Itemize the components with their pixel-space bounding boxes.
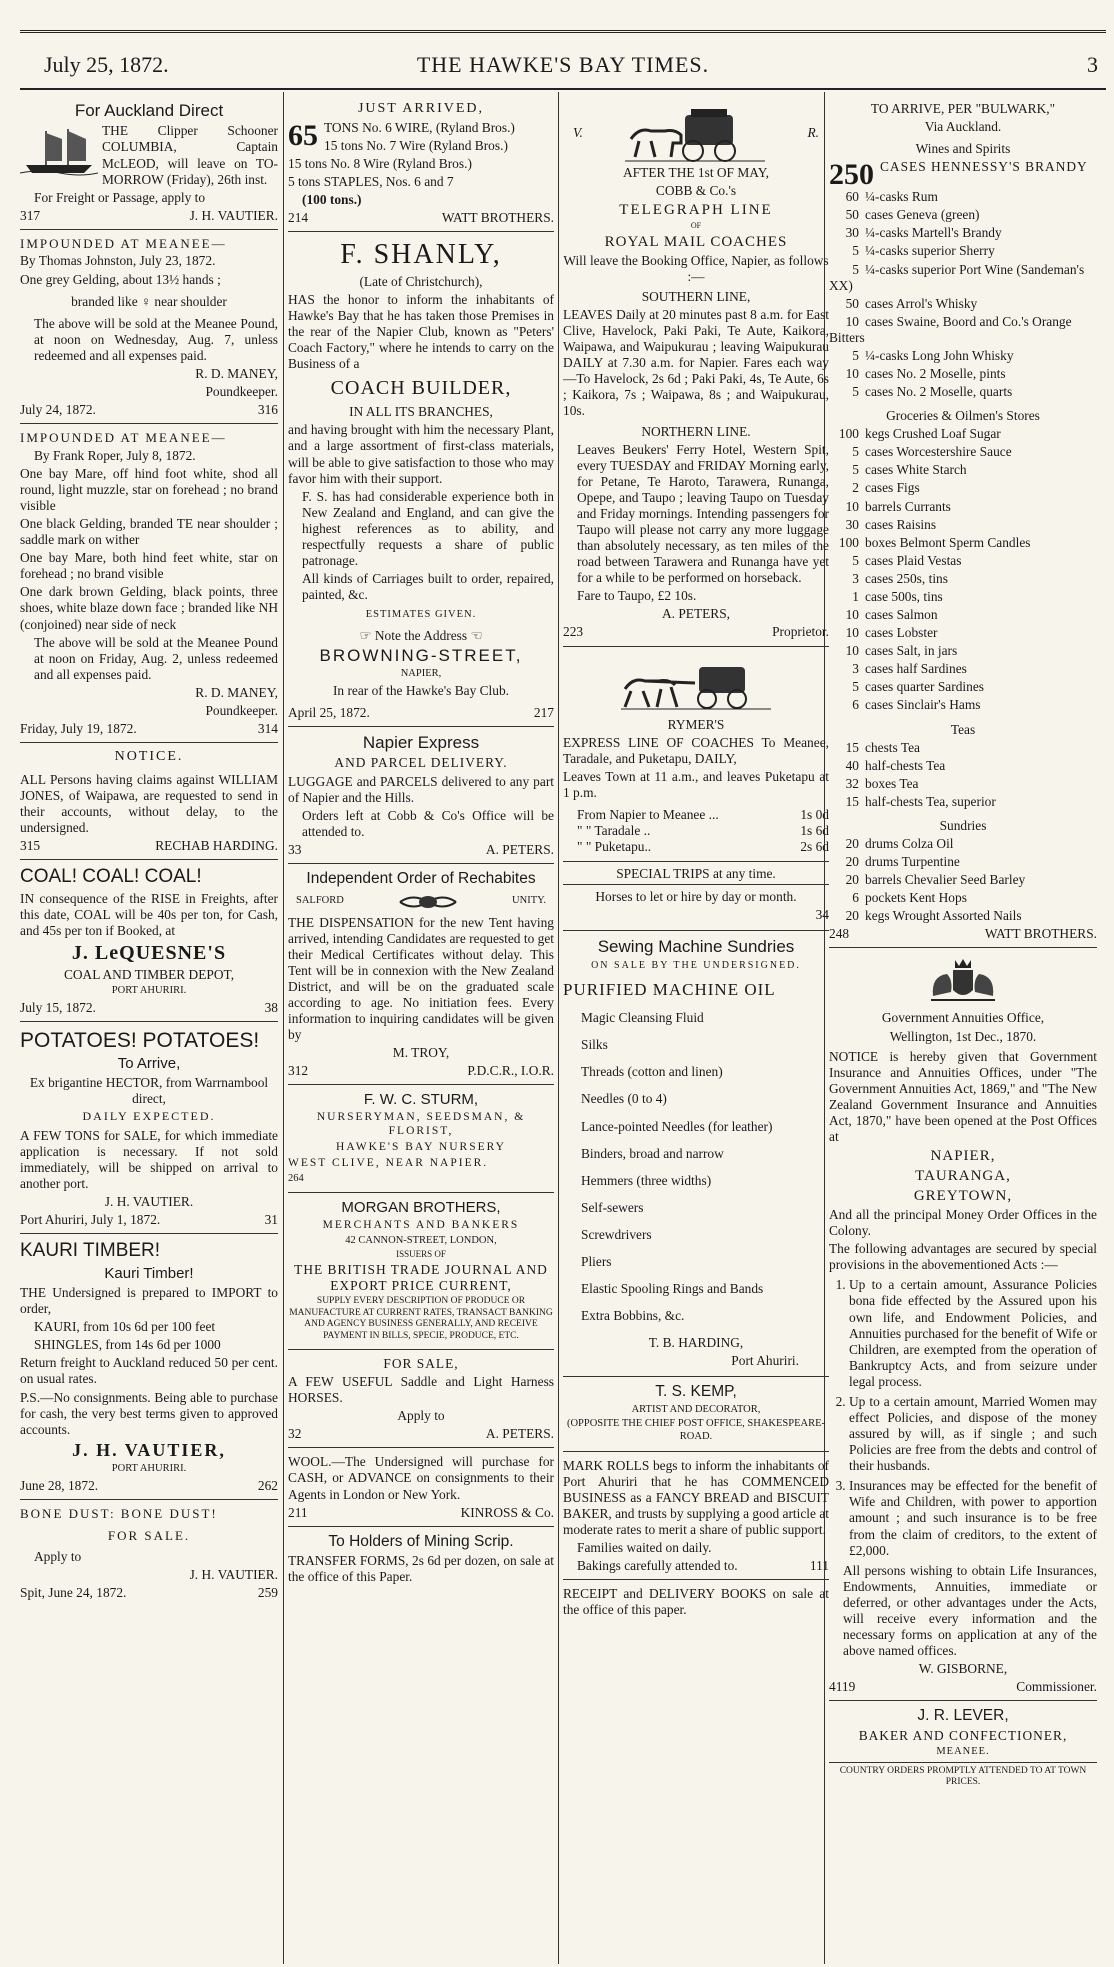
ad-number: 262 [257,1477,278,1493]
ad-place: NAPIER, [400,668,442,680]
ad-heading: T. S. KEMP, [655,1383,737,1401]
list-item: 3 cases 250s, tins [852,570,948,586]
list-item: Extra Bobbins, &c. [581,1308,685,1324]
ad-heading: Sewing Machine Sundries [597,937,795,957]
list-item: One bay Mare, off hind foot white, shod all round, light muzzle, star on forehead ; no brand visible [20,465,278,513]
ad-signature: A. PETERS. [485,841,554,857]
ad-number: 316 [257,402,278,418]
ad-body: EXPRESS LINE OF COACHES To Meanee, Taradale, and Puketapu, DAILY, [563,734,829,766]
fare-price: 1s 0d [800,806,829,822]
list-item: 1 case 500s, tins [852,588,943,604]
ad-number: 217 [533,705,554,720]
ad-place: Port Ahuriri. [731,1353,799,1369]
ad-number: 248 [829,926,850,942]
ad-line: For Freight or Passage, apply to [34,189,206,205]
newspaper-title: THE HAWKE'S BAY TIMES. [416,52,710,77]
ad-trade: COACH BUILDER, [330,377,512,400]
ad-coal [20,860,278,1022]
ad-heading: F. SHANLY, [340,239,502,271]
ad-subheading: NORTHERN LINE. [641,423,751,439]
list-item: Binders, broad and narrow [581,1145,724,1161]
ad-line: SUPPLY EVERY DESCRIPTION OF PRODUCE OR MANUFACTURE AT CURRENT RATES, TRANSACT BANKING AND AGENCY BUSINESS GENERALLY, AND RECEIVE PAYMENT IN BILLS, SPECIE, PRODUCE, ETC. [289,1296,553,1341]
list-item: 5 cases quarter Sardines [852,679,984,695]
ad-heading: NOTICE. [114,749,184,765]
ad-body: Leaves Beukers' Ferry Hotel, Western Spit, every TUESDAY and FRIDAY Morning early, for Petane, Te Haroto, Tarawera, Runanga, Opepe, and Taupo ; leaving Taupo on Tuesday and Friday mornings. Intending passengers for Taupo will please not carry any more luggage than absolutely necessary, as ten miles of the road between Tarawera and Runanga have yet for a while to be performed on horseback. [577,441,829,586]
ad-signature: R. D. MANEY, [195,684,278,700]
ad-signature: J. H. VAUTIER. [189,207,278,223]
ad-heading: For Auckland Direct [74,101,224,120]
ad-heading: Government Annuities Office, [881,1010,1045,1026]
ad-number: 211 [288,1504,308,1520]
ad-place: MEANEE. [936,1746,990,1757]
page-number: 3 [1087,52,1098,77]
ad-subheading: FOR SALE. [107,1527,191,1543]
ad-wool [288,1448,554,1526]
ad-line: PURIFIED MACHINE OIL [563,979,776,999]
ad-subheading: Groceries & Oilmen's Stores [886,408,1040,424]
ad-heading: Napier Express [362,733,480,753]
list-item: 3 cases half Sardines [852,661,967,677]
ad-number: 312 [288,1063,309,1079]
ad-signature: J. H. VAUTIER. [189,1567,278,1583]
ad-line: TONS No. 6 WIRE, (Ryland Bros.) [324,119,515,135]
list-item: Self-sewers [581,1199,644,1215]
ad-number: 31 [264,1212,278,1228]
ad-line: KAURI, from 10s 6d per 100 feet [34,1319,216,1335]
town-name: TAURANGA, [915,1168,1011,1185]
list-item: 20 drums Colza Oil [845,835,954,851]
ad-subheading: NURSERYMAN, SEEDSMAN, & FLORIST, [316,1111,526,1138]
ad-heading: TO ARRIVE, PER "BULWARK," [870,101,1056,116]
ad-subheading: Kauri Timber! [104,1265,194,1283]
ad-line: 15 tons No. 8 Wire (Ryland Bros.) [288,155,472,171]
ad-bone-dust [20,1500,278,1606]
ad-impounded-2 [20,424,278,743]
ad-rechabites [288,864,554,1085]
ad-subheading: Sundries [939,817,987,833]
list-item: 10 cases Swaine, Boord and Co.'s Orange Bitters [829,313,1072,345]
ad-number: 214 [288,210,309,226]
ad-napier-express [288,727,554,864]
ad-line: COBB & Co.'s [655,183,737,199]
list-item: 100 kegs Crushed Loaf Sugar [838,426,1001,442]
ad-heading: IMPOUNDED AT MEANEE— [20,235,227,251]
issue-date: July 25, 1872. [44,52,169,77]
fare-route: " " Taradale .. [577,823,651,839]
list-item: 15 chests Tea [845,739,920,755]
ad-line: CASES HENNESSY'S BRANDY [880,159,1088,175]
ad-line: Bakings carefully attended to. [577,1558,738,1574]
fare-route: " " Puketapu.. [577,839,652,855]
ad-signature: T. B. HARDING, [648,1335,744,1351]
ad-body: The above will be sold at the Meanee Pound, at noon on Wednesday, Aug. 7, unless redeemed and all expenses paid. [34,315,278,363]
ad-signature: A. PETERS, [661,606,731,622]
ship-icon [20,125,98,177]
list-item: 10 cases Salmon [845,607,938,623]
ad-number: 314 [257,721,278,736]
ad-body: ALL Persons having claims against WILLIAM JONES, of Waipawa, are requested to send in their accounts, without delay, to the undersigned. [20,771,278,836]
ad-number: 38 [264,999,278,1015]
ad-for-sale [288,1350,554,1448]
ad-line: THE BRITISH TRADE JOURNAL AND EXPORT PRICE CURRENT, [294,1262,548,1294]
list-item: 6 cases Sinclair's Hams [852,697,981,713]
list-item: Lance-pointed Needles (for leather) [581,1118,773,1134]
ad-body: THE DISPENSATION for the new Tent having arrived, intending Candidates are requested to get their Medical Certificates without delay. This Tent will be in connexion with the New Zealand District, and will be on the graduated scale according to age. No initiation fees. Every information to inquiring candidates will be given by [288,914,554,1043]
ad-body: IN consequence of the RISE in Freights, after this date, COAL will be 40s per ton, for Cash, and 45s per ton if Booked, at [20,891,278,939]
ad-body: All persons wishing to obtain Life Insurances, Endowments, Annuities, immediate or deferred, or other advantages under the Acts, will receive every information and the necessary forms on application at any of the above named offices. [843,1562,1097,1659]
ad-street: BROWNING-STREET, [319,645,523,665]
ad-body: WOOL.—The Undersigned will purchase for CASH, or ADVANCE on consignments to their Agents in London or New York. [288,1454,554,1502]
ad-bulwark [829,95,1097,948]
firm-name: J. LeQUESNE'S [71,942,227,965]
ad-line: In rear of the Hawke's Bay Club. [332,682,510,698]
ad-heading: COAL! COAL! COAL! [20,866,202,888]
royal-coat-of-arms-icon [923,956,1003,1006]
ad-body: The above will be sold at the Meanee Pound at noon on Friday, Aug. 2, unless redeemed and all expenses paid. [34,634,278,682]
ad-subheading: Wines and Spirits [915,141,1011,157]
ad-body: LEAVES Daily at 20 minutes past 8 a.m. for East Clive, Havelock, Paki Paki, Te Aute, Kaikora, Waipawa, and Waipukurau ; leaving Waipukurau DAILY at 7.30 a.m. for Napier. Fares each way—To Havelock, 2s 6d ; Paki Paki, 4s, Te Aute, 6s ; Kaikora, 7s ; Waipawa, 8s ; and Waipukurau, 10s. [563,306,829,419]
ad-signature: WATT BROTHERS. [984,926,1097,942]
column-rule [283,92,284,1964]
advantages-list [829,1277,1097,1558]
ad-heading: KAURI TIMBER! [20,1240,161,1262]
ad-number: 34 [815,907,829,923]
ad-body: F. S. has had considerable experience both in New Zealand and England, and can give the highest references as to ability, and respectfully requests a share of public patronage. [302,488,554,569]
ad-subheading: ARTIST AND DECORATOR, [631,1403,761,1415]
list-item: 2. Up to a certain amount, Married Women may effect Policies, and dispose of the money assured by will, as if single ; and such Policies are free from the debts and control of their husbands. [849,1394,1097,1474]
list-item: 20 drums Turpentine [845,854,960,870]
groceries-list [829,426,1097,713]
ad-title: Poundkeeper. [205,384,278,399]
ad-line: Horses to let or hire by day or month. [563,884,829,905]
list-item: 5 cases No. 2 Moselle, quarts [852,384,1013,400]
ad-notice [20,743,278,860]
table-row [563,839,829,855]
ad-body: and having brought with him the necessary Plant, and a large assortment of first-class materials, will be able to give satisfaction to those who may favor him with their support. [288,422,554,486]
ad-line: Apply to [34,1549,82,1565]
list-item: Magic Cleansing Fluid [581,1010,704,1026]
ad-number: 317 [20,207,41,223]
ad-line: DAILY EXPECTED. [82,1109,216,1124]
ad-line: P.S.—No consignments. Being able to purchase for cash, the very best terms given to approved accounts. [20,1389,278,1437]
ad-date: Friday, July 19, 1872. [20,721,137,736]
ad-line: By Thomas Johnston, July 23, 1872. [20,253,216,269]
column-4 [829,95,1097,1960]
list-item: 50 cases Geneva (green) [845,207,980,223]
ad-number: 32 [288,1426,302,1442]
list-item: 10 barrels Currants [845,498,951,514]
ad-mark-rolls [563,1452,829,1581]
ad-signature: WATT BROTHERS. [441,210,554,226]
column-rule [558,92,559,1964]
list-item: 32 boxes Tea [845,775,919,791]
ad-number: 33 [288,841,302,857]
ad-sewing-sundries [563,931,829,1377]
ad-number: 4119 [829,1679,856,1695]
ad-cobb-coaches [563,95,829,647]
ad-line: (Late of Christchurch), [359,273,483,289]
sundries-list [829,836,1097,924]
ad-line: COUNTRY ORDERS PROMPTLY ATTENDED TO AT TOWN PRICES. [829,1762,1097,1789]
list-item: 15 half-chests Tea, superior [845,793,996,809]
ad-number: 259 [257,1585,278,1601]
ad-line: ISSUERS OF [396,1249,446,1260]
column-3 [563,95,829,1960]
ad-auckland-direct [20,95,278,230]
ad-line: ESTIMATES GIVEN. [365,609,477,621]
ad-signature: KINROSS & Co. [460,1504,554,1520]
ad-subheading: AND PARCEL DELIVERY. [334,755,508,771]
ad-heading: TELEGRAPH LINE [619,202,773,219]
ad-kauri [20,1234,278,1500]
ad-line: OF [690,221,702,231]
list-item: One black Gelding, branded TE near shoulder ; saddle mark on wither [20,516,278,548]
ad-heading: Independent Order of Rechabites [306,869,536,887]
ad-body: LUGGAGE and PARCELS delivered to any part of Napier and the Hills. [288,773,554,805]
column-2 [288,95,554,1960]
list-item: 30 cases Raisins [845,516,937,532]
list-item: Needles (0 to 4) [581,1091,667,1107]
ad-date: July 15, 1872. [20,999,96,1015]
ad-lever [829,1701,1097,1795]
town-name: GREYTOWN, [913,1188,1013,1205]
fare-route: From Napier to Meanee ... [577,806,719,822]
fare-price: 2s 6d [800,839,829,855]
ad-line: R. [807,124,819,140]
ad-date: July 24, 1872. [20,402,96,418]
big-figure: 250 [829,159,874,190]
teas-list [829,740,1097,810]
ad-body: A FEW TONS for SALE, for which immediate application is necessary. If not sold immediately, will be shipped on arrival to another port. [20,1127,278,1192]
list-item: 20 barrels Chevalier Seed Barley [845,872,1026,888]
list-item: 40 half-chests Tea [845,757,946,773]
ad-subheading: To Arrive, [117,1055,181,1073]
list-item: Silks [581,1037,608,1053]
town-name: NAPIER, [930,1148,996,1165]
list-item: 60 ¼-casks Rum [845,189,938,205]
ad-body: RECEIPT and DELIVERY BOOKS on sale at the office of this paper. [563,1586,829,1618]
ad-kemp [563,1377,829,1451]
ad-signature: M. TROY, [392,1045,450,1061]
fare-table [563,807,829,855]
ad-body: THE Clipper Schooner COLUMBIA, Captain McLEOD, will leave on TO-MORROW (Friday), 26th inst. [102,123,278,187]
ad-body: A FEW USEFUL Saddle and Light Harness HORSES. [288,1374,554,1406]
ad-title: Proprietor. [772,624,829,640]
ad-signature: A. PETERS. [485,1426,554,1442]
list-item: 10 cases Lobster [845,625,938,641]
ad-heading: BONE DUST: BONE DUST! [20,1506,218,1522]
ad-subheading: MERCHANTS AND BANKERS [322,1219,520,1232]
ad-heading: To Holders of Mining Scrip. [328,1532,514,1550]
ad-heading: ROYAL MAIL COACHES [604,233,788,250]
ad-heading: RYMER'S [667,716,725,732]
ad-date: Port Ahuriri, July 1, 1872. [20,1212,161,1228]
list-item: Screwdrivers [581,1226,652,1242]
fare-price: 1s 6d [800,823,829,839]
ad-note: Note the Address [374,627,468,643]
list-item: 5 ¼-casks Long John Whisky [852,347,1014,363]
ad-signature: W. GISBORNE, [918,1661,1008,1677]
ad-line: Will leave the Booking Office, Napier, as follows :— [563,252,829,284]
ad-date: Spit, June 24, 1872. [20,1585,127,1601]
list-item: 5 cases Plaid Vestas [852,552,962,568]
ad-line: The following advantages are secured by special provisions in the abovementioned Acts :— [829,1241,1097,1273]
list-item: 5 cases Worcestershire Sauce [852,444,1012,460]
ad-just-arrived [288,95,554,232]
ad-subheading: Teas [950,721,976,737]
list-item: 10 cases No. 2 Moselle, pints [845,366,1006,382]
clasped-hands-emblem-icon [398,891,458,913]
ad-signature: RECHAB HARDING. [155,838,278,854]
ad-line: And all the principal Money Order Offices in the Colony. [829,1207,1097,1239]
list-item: 20 kegs Wrought Assorted Nails [845,908,1022,924]
ad-body: MARK ROLLS begs to inform the inhabitants of Port Ahuriri that he has COMMENCED BUSINESS as a FANCY BREAD and BISCUIT BAKER, and trusts by supplying a good article at moderate rates to merit a share of public support. [563,1457,829,1537]
ad-rymers-coaches [563,647,829,932]
ad-date: April 25, 1872. [288,705,370,720]
list-item: Hemmers (three widths) [581,1172,712,1188]
firm-name: J. H. VAUTIER, [72,1439,226,1460]
list-item: 50 cases Arrol's Whisky [845,295,978,311]
ad-date: Wellington, 1st Dec., 1870. [889,1028,1037,1044]
coach-and-horses-icon [621,655,771,713]
ad-number: 315 [20,838,41,854]
ad-line: Fare to Taupo, £2 10s. [577,588,697,604]
wines-list [829,189,1097,400]
header-rule [20,88,1106,90]
ad-line: AFTER THE 1st OF MAY, [623,165,769,180]
table-row [563,823,829,839]
ad-number: 264 [288,1172,304,1184]
ad-line: 15 tons No. 7 Wire (Ryland Bros.) [324,137,508,153]
ad-heading: F. W. C. STURM, [363,1091,479,1109]
masthead [20,52,1106,82]
ad-line: HAWKE'S BAY NURSERY [336,1140,506,1153]
ad-receipt-books [563,1580,829,1625]
ad-subheading: ON SALE BY THE UNDERSIGNED. [591,959,801,971]
ad-number: 111 [809,1558,829,1574]
list-item: One dark brown Gelding, black points, three shoes, white blaze down face ; branded like NH (conjoined) near side of neck [20,584,278,632]
sundries-list [563,1010,829,1324]
ad-heading: J. R. LEVER, [917,1707,1009,1725]
ad-line: branded like ♀ near shoulder [71,293,227,309]
ad-place: WEST CLIVE, NEAR NAPIER. [288,1156,489,1169]
list-item: 5 ¼-casks superior Port Wine (Sandeman's XX) [829,261,1085,293]
list-item: 2 cases Figs [852,480,920,496]
ad-line: UNITY. [512,895,546,907]
ad-body: TRANSFER FORMS, 2s 6d per dozen, on sale at the office of this Paper. [288,1553,554,1585]
list-item: 10 cases Salt, in jars [845,643,958,659]
ad-line: (OPPOSITE THE CHIEF POST OFFICE, SHAKESPEARE-ROAD. [566,1418,826,1443]
ad-line: (100 tons.) [302,192,362,208]
list-item: 3. Insurances may be effected for the benefit of Wife and Children, with power to apportion amount ; and such insurance is to be free from the claim of creditors, to the extent of £2,000. [849,1478,1097,1558]
ad-mining-scrip [288,1527,554,1593]
ad-line: 5 tons STAPLES, Nos. 6 and 7 [288,174,454,190]
ad-line: One grey Gelding, about 13½ hands ; [20,271,221,287]
ad-line: SALFORD [296,895,344,907]
ad-subheading: BAKER AND CONFECTIONER, [858,1727,1068,1743]
ad-line: Return freight to Auckland reduced 50 per cent. on usual rates. [20,1355,278,1387]
ad-morgan [288,1193,554,1350]
list-item: 6 pockets Kent Hops [852,890,967,906]
ad-line: Ex brigantine HECTOR, from Warrnambool direct, [29,1075,269,1107]
ad-government-annuities [829,948,1097,1701]
ad-place: PORT AHURIRI. [111,985,187,997]
ad-line: Apply to [397,1408,445,1424]
ad-body: HAS the honor to inform the inhabitants of Hawke's Bay that he has taken those Premises in the rear of the Napier Club, known as "Peters' Coach Factory," where he intends to carry on the Business of a [288,291,554,372]
list-item: Threads (cotton and linen) [581,1064,723,1080]
ad-line: By Frank Roper, July 8, 1872. [34,447,196,463]
list-item: 100 boxes Belmont Sperm Candles [838,534,1031,550]
ad-line: 42 CANNON-STREET, LONDON, [345,1234,497,1246]
ad-signature: R. D. MANEY, [195,365,278,381]
ad-number: 223 [563,624,584,640]
ad-impounded-1 [20,230,278,424]
list-item: 5 ¼-casks superior Sherry [852,243,995,259]
list-item: 5 cases White Starch [852,462,967,478]
ad-line: SHINGLES, from 14s 6d per 1000 [34,1337,221,1353]
ad-body: Orders left at Cobb & Co's Office will be attended to. [302,807,554,839]
ad-sturm [288,1085,554,1193]
stagecoach-icon [625,101,765,165]
list-item: 30 ¼-casks Martell's Brandy [845,225,1002,241]
ad-line: Families waited on daily. [577,1540,712,1556]
pointing-hand-icon: ☜ [470,627,483,643]
big-figure: 65 [288,118,318,152]
ad-line: IN ALL ITS BRANCHES, [349,404,493,420]
ad-line [288,628,554,644]
ad-title: Commissioner. [1016,1679,1097,1695]
list-item: 1. Up to a certain amount, Assurance Policies bona fide effected by the Assured upon his own life, and Endowment Policies, and Annuities purchased for the benefit of Wife or Children, are exempted from the operation of Bankruptcy Acts, and from seizure under legal process. [849,1277,1097,1390]
ad-line: COAL AND TIMBER DEPOT, [63,967,235,983]
ad-line: V. [573,124,583,140]
ad-body: THE Undersigned is prepared to IMPORT to order, [20,1285,278,1317]
column-1 [20,95,278,1960]
ad-place: PORT AHURIRI. [111,1463,187,1475]
list-item: Pliers [581,1253,612,1269]
ad-title: P.D.C.R., I.O.R. [467,1063,554,1079]
ad-heading: IMPOUNDED AT MEANEE— [20,430,227,446]
ad-date: June 28, 1872. [20,1477,99,1493]
list-item: One bay Mare, both hind feet white, star on forehead ; no brand visible [20,550,278,582]
ad-body: NOTICE is hereby given that Government Insurance and Annuities Offices, under "The Government Annuities Act, 1869," and "The New Zealand Government Insurance and Annuities Act, 1870," have been opened at the Post Offices at [829,1048,1097,1144]
top-rule [20,30,1106,33]
ad-line: Via Auckland. [924,119,1002,135]
table-row [563,807,829,823]
ad-signature: J. H. VAUTIER. [104,1194,194,1210]
list-item: Elastic Spooling Rings and Bands [581,1280,764,1296]
ad-line: SPECIAL TRIPS at any time. [563,861,829,882]
ad-heading: JUST ARRIVED, [357,101,485,116]
ad-line: Leaves Town at 11 a.m., and leaves Puketapu at 1 p.m. [563,768,829,800]
ad-subheading: SOUTHERN LINE, [641,288,751,304]
ad-heading: POTATOES! POTATOES! [20,1029,260,1053]
ad-title: Poundkeeper. [205,702,278,718]
ad-heading: FOR SALE, [383,1356,459,1371]
ad-body: All kinds of Carriages built to order, repaired, painted, &c. [302,571,554,603]
pointing-hand-icon: ☞ [359,627,372,643]
ad-potatoes [20,1022,278,1234]
ad-heading: MORGAN BROTHERS, [341,1199,501,1217]
ad-shanly [288,232,554,727]
